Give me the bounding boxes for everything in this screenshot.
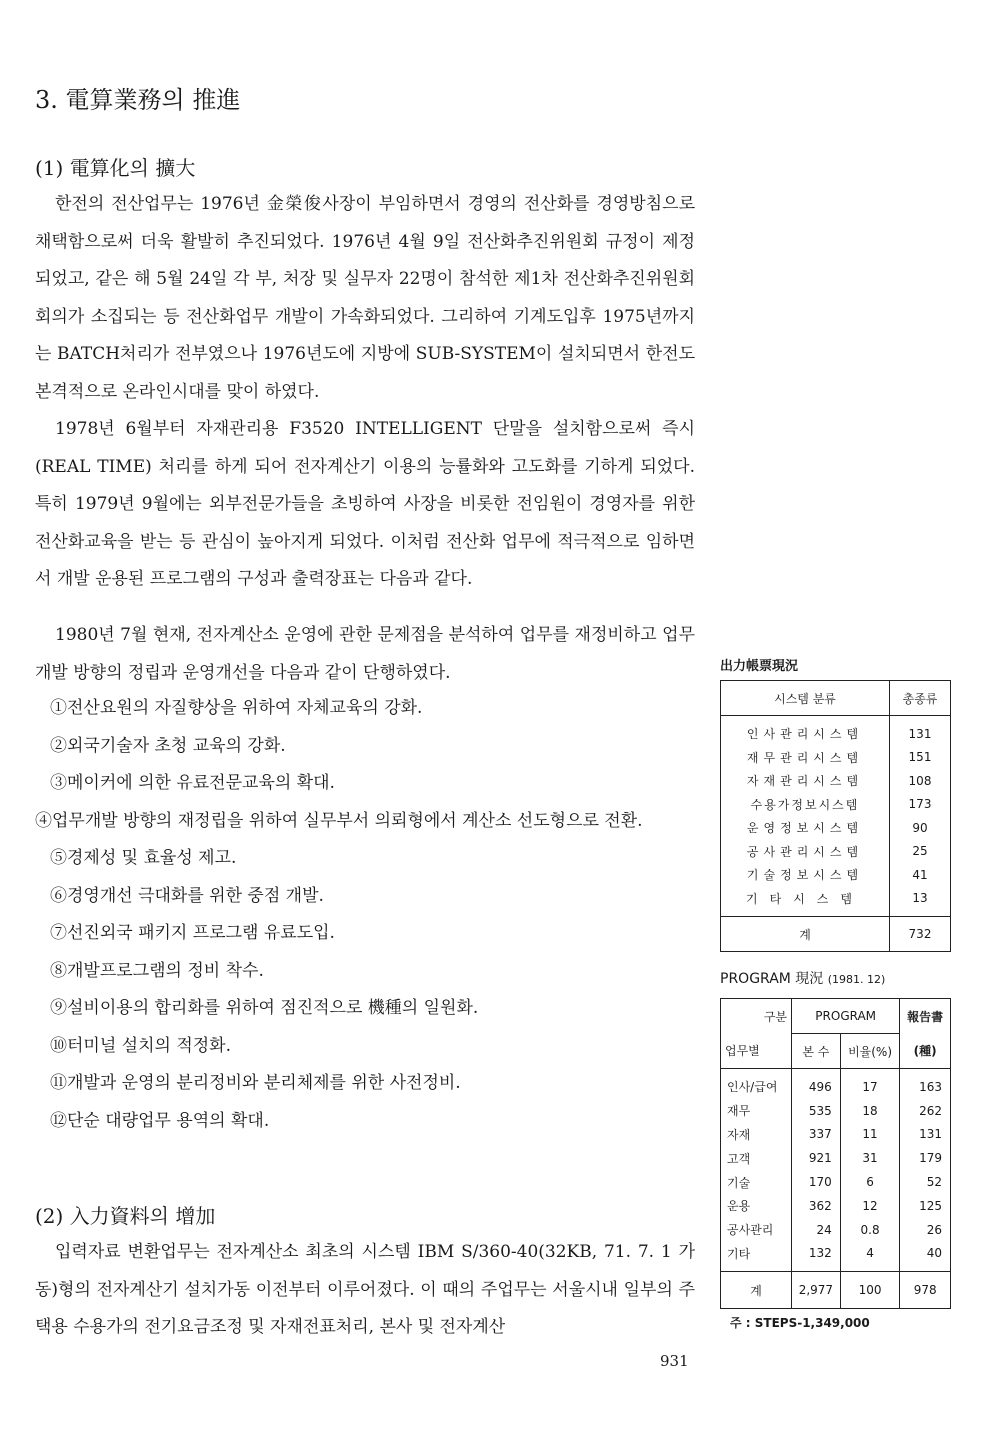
table-row: 재무관리시스템 151 xyxy=(721,746,951,770)
subsection-title-1: (1) 電算化의 擴大 xyxy=(35,156,196,180)
table-total-row: 계 732 xyxy=(721,917,951,952)
paragraph-4: 입력자료 변환업무는 전자계산소 최초의 시스템 IBM S/360-40(32KB, 71. 7. 1 가동)형의 전자계산기 설치가동 이전부터 이루어졌다. 이 때의 주업무는 서울시내 일부의 주택용 수용가의 전기요금조정 및 자재전표처리, 본사 및 전자계산 xyxy=(35,1242,695,1337)
paragraph-2: 1978년 6월부터 자재관리용 F3520 INTELLIGENT 단말을 설치함으로써 즉시(REAL TIME) 처리를 하게 되어 전자계산기 이용의 능률화와 고도화를 기하게 되었다. 특히 1979년 9월에는 외부전문가들을 초빙하여 사장을 비롯한 전임원이 경영자를 위한 전산화교육을 받는 등 관심이 높아지게 되었다. 이처럼 전산화 업무에 적극적으로 임하면서 개발 운용된 프로그램의 구성과 출력장표는 다음과 같다. xyxy=(35,419,695,589)
page-number: 931 xyxy=(660,1352,689,1370)
table1-header-total-kinds: 총종류 xyxy=(890,681,951,716)
table2-caption: PROGRAM 現況 (1981. 12) xyxy=(720,971,886,987)
list-item: ②외국기술자 초청 교육의 강화. xyxy=(50,735,286,756)
table-row: 운용 362 12 125 xyxy=(721,1194,951,1218)
output-forms-table xyxy=(720,680,951,952)
table1-caption: 出力帳票現況 xyxy=(720,659,799,674)
table2-header-report: 報告書 xyxy=(900,999,951,1034)
table2-note: 주 : STEPS-1,349,000 xyxy=(730,1316,870,1330)
table2-header-ratio: 비율(%) xyxy=(840,1034,900,1069)
table-row: 재무 535 18 262 xyxy=(721,1099,951,1123)
subsection-title-2: (2) 入力資料의 增加 xyxy=(35,1204,216,1228)
table-row: 고객 921 31 179 xyxy=(721,1146,951,1170)
program-status-table xyxy=(720,998,951,1309)
table-row: 기타시스템 13 xyxy=(721,887,951,917)
list-item: ⑥경영개선 극대화를 위한 중점 개발. xyxy=(50,885,324,906)
list-item: ⑩터미널 설치의 적정화. xyxy=(50,1035,232,1056)
list-item: ⑪개발과 운영의 분리정비와 분리체제를 위한 사전정비. xyxy=(50,1073,461,1093)
section-heading: 3. 電算業務의 推進 xyxy=(35,86,241,114)
table2-header-program: PROGRAM xyxy=(792,999,900,1034)
table-row: 인사/급여 496 17 163 xyxy=(721,1069,951,1099)
list-item: ①전산요원의 자질향상을 위하여 자체교육의 강화. xyxy=(50,698,423,718)
table2-header-work: 업무별 xyxy=(721,1034,792,1069)
table-total-row: 계 2,977 100 978 xyxy=(721,1272,951,1309)
table-row: 자재 337 11 131 xyxy=(721,1123,951,1147)
table-row: 기술 170 6 52 xyxy=(721,1170,951,1194)
list-item: ⑨설비이용의 합리화를 위하여 점진적으로 機種의 일원화. xyxy=(50,998,479,1018)
table2-header-count: 본 수 xyxy=(792,1034,841,1069)
table2-header-kind: (種) xyxy=(900,1034,951,1069)
list-item: ⑧개발프로그램의 정비 착수. xyxy=(50,960,264,981)
table-row: 공사관리시스템 25 xyxy=(721,840,951,864)
table-row: 수용가정보시스템 173 xyxy=(721,793,951,817)
list-item: ⑦선진외국 패키지 프로그램 유료도입. xyxy=(50,923,335,943)
table-row: 기술정보시스템 41 xyxy=(721,863,951,887)
table-row: 자재관리시스템 108 xyxy=(721,769,951,793)
list-item: ③메이커에 의한 유료전문교육의 확대. xyxy=(50,773,335,793)
table-row: 운영정보시스템 90 xyxy=(721,816,951,840)
list-item: ⑤경제성 및 효율성 제고. xyxy=(50,848,237,868)
table-row: 인사관리시스템 131 xyxy=(721,716,951,746)
improvement-list xyxy=(35,690,695,1140)
paragraph-3: 1980년 7월 현재, 전자계산소 운영에 관한 문제점을 분석하여 업무를 재정비하고 업무개발 방향의 정립과 운영개선을 다음과 같이 단행하였다. xyxy=(35,625,695,683)
list-item: ④업무개발 방향의 재정립을 위하여 실무부서 의뢰형에서 계산소 선도형으로 전환. xyxy=(35,810,643,831)
table-row: 기타 132 4 40 xyxy=(721,1242,951,1272)
table-row: 공사관리 24 0.8 26 xyxy=(721,1218,951,1242)
list-item: ⑫단순 대량업무 용역의 확대. xyxy=(50,1110,270,1131)
table1-header-system: 시스템 분류 xyxy=(721,681,890,716)
table2-header-division: 구분 xyxy=(721,999,792,1034)
paragraph-1: 한전의 전산업무는 1976년 金榮俊사장이 부임하면서 경영의 전산화를 경영방침으로 채택함으로써 더욱 활발히 추진되었다. 1976년 4월 9일 전산화추진위원회 규정이 제정되었고, 같은 해 5월 24일 각 부, 처장 및 실무자 22명이 참석한 제1차 전산화추진위원회 회의가 소집되는 등 전산화업무 개발이 가속화되었다. 그리하여 기계도입후 1975년까지는 BATCH처리가 전부였으나 1976년도에 지방에 SUB-SYSTEM이 설치되면서 한전도 본격적으로 온라인시대를 맞이 하였다. xyxy=(35,194,695,402)
